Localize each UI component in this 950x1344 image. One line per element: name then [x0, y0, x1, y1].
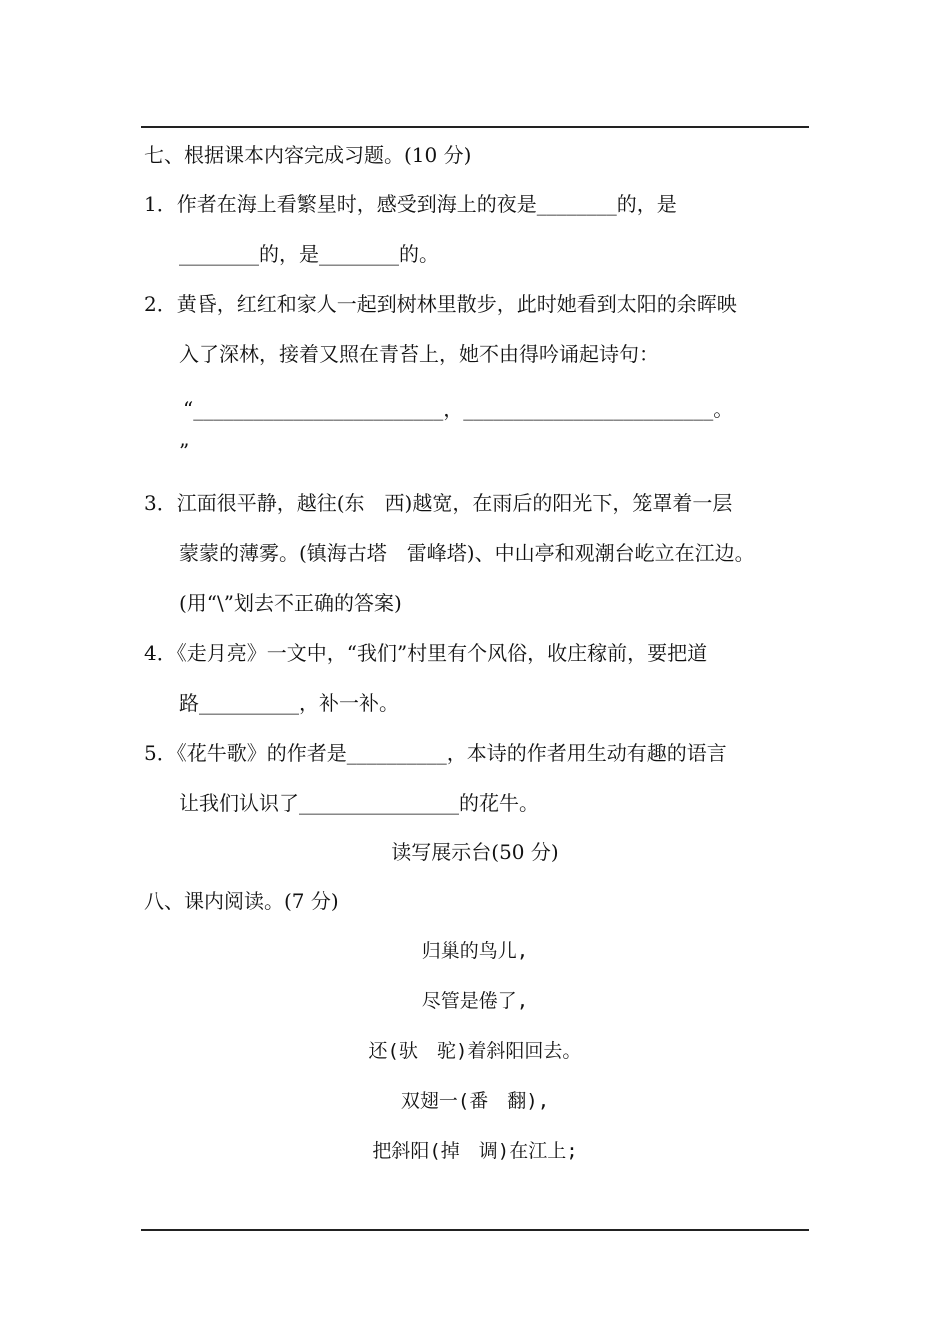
question-2-line-1: 2．黄昏，红红和家人一起到树林里散步，此时她看到太阳的余晖映	[144, 292, 737, 316]
poem-line: 尽管是倦了,	[421, 990, 529, 1012]
question-3-line-2: 蒙蒙的薄雾。(镇海古塔 雷峰塔)、中山亭和观潮台屹立在江边。	[179, 541, 755, 565]
section-7-heading: 七、根据课本内容完成习题。(10 分)	[144, 143, 472, 167]
question-3-instruction: (用“\”划去不正确的答案)	[179, 591, 402, 615]
question-5-line-1: 5．《花牛歌》的作者是__________，本诗的作者用生动有趣的语言	[144, 741, 727, 765]
question-2-line-2: 入了深林，接着又照在青苔上，她不由得吟诵起诗句：	[179, 342, 659, 366]
question-3-line-1: 3．江面很平静，越往(东 西)越宽，在雨后的阳光下，笼罩着一层	[144, 491, 733, 515]
section-8-heading: 八、课内阅读。(7 分)	[144, 889, 339, 913]
question-2-answer-blanks: “_________________________，_________________________。	[183, 397, 734, 421]
bottom-rule	[141, 1229, 809, 1231]
question-5-line-2: 让我们认识了________________的花牛。	[179, 791, 539, 815]
question-2-closing-quote: ”	[179, 439, 190, 463]
question-4-line-2: 路__________，补一补。	[179, 691, 399, 715]
poem-line: 双翅一(番 翻),	[400, 1090, 550, 1112]
poem-line: 把斜阳(掉 调)在江上;	[372, 1140, 578, 1162]
question-1-line-2: ________的，是________的。	[179, 242, 439, 266]
poem-line: 还(驮 驼)着斜阳回去。	[368, 1040, 582, 1062]
question-4-line-1: 4．《走月亮》一文中，“我们”村里有个风俗，收庄稼前，要把道	[144, 641, 708, 665]
question-1-line-1: 1．作者在海上看繁星时，感受到海上的夜是________的，是	[144, 192, 677, 216]
poem-line: 归巢的鸟儿,	[421, 940, 529, 962]
part-title: 读写展示台(50 分)	[391, 840, 559, 864]
top-rule	[141, 126, 809, 128]
